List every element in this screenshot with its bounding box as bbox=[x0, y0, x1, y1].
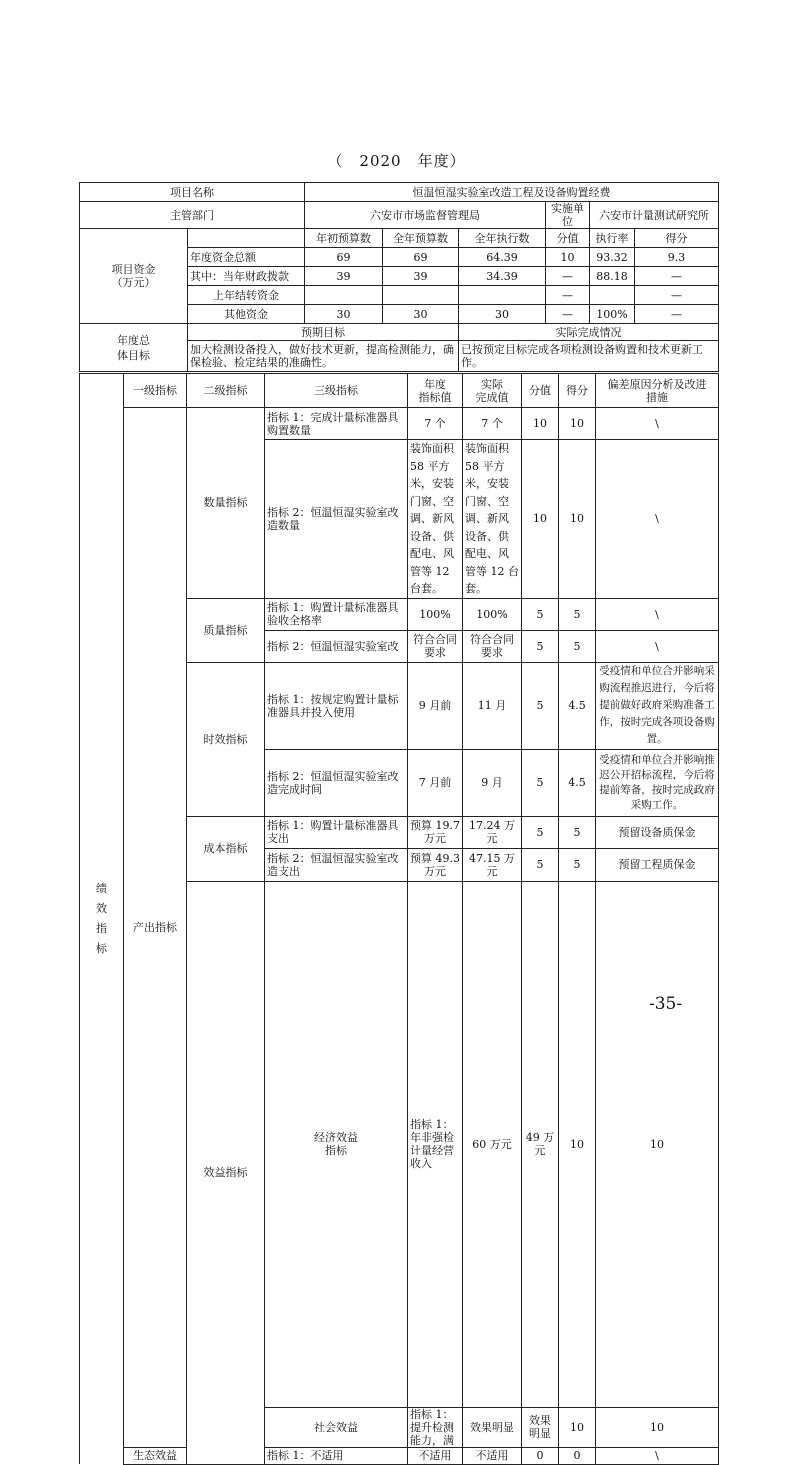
score-max: 5 bbox=[522, 598, 559, 630]
dept: 六安市市场监督管理局 bbox=[305, 202, 546, 229]
funds-row-name: 年度资金总额 bbox=[188, 248, 305, 267]
score: 10 bbox=[596, 1407, 719, 1447]
funds-cell: — bbox=[546, 286, 590, 305]
group-ecological: 生态效益 bbox=[124, 1447, 187, 1464]
funds-cell: 69 bbox=[383, 248, 459, 267]
note: \ bbox=[596, 1447, 719, 1464]
funds-header: 分值 bbox=[546, 229, 590, 248]
indicator: 指标 1：按规定购置计量标准器具并投入使用 bbox=[265, 662, 408, 749]
score: 4.5 bbox=[559, 749, 596, 816]
group-social: 社会效益 bbox=[265, 1407, 408, 1447]
perf-header: 年度 指标值 bbox=[408, 374, 463, 408]
perf-side-label-text: 绩效指标 bbox=[96, 882, 107, 955]
note: 预留工程质保金 bbox=[596, 848, 719, 881]
target: 7 个 bbox=[408, 408, 463, 440]
funds-header-blank bbox=[188, 229, 305, 248]
group-quality: 质量指标 bbox=[187, 598, 265, 662]
target: 7 月前 bbox=[408, 749, 463, 816]
perf-header: 一级指标 bbox=[124, 374, 187, 408]
actual: 49 万元 bbox=[522, 881, 559, 1407]
actual: 9 月 bbox=[463, 749, 522, 816]
score: 10 bbox=[596, 881, 719, 1407]
note: \ bbox=[596, 630, 719, 662]
group-timeliness: 时效指标 bbox=[187, 662, 265, 816]
score-max: 10 bbox=[559, 881, 596, 1407]
perf-header: 实际 完成值 bbox=[463, 374, 522, 408]
perf-header: 三级指标 bbox=[265, 374, 408, 408]
goals-expected-label: 预期目标 bbox=[188, 324, 459, 341]
funds-header: 全年预算数 bbox=[383, 229, 459, 248]
indicator: 指标 2：恒温恒湿实验室改造完成时间 bbox=[265, 749, 408, 816]
funds-cell: 39 bbox=[305, 267, 383, 286]
target: 符合合同要求 bbox=[408, 630, 463, 662]
funds-row-name: 上年结转资金 bbox=[188, 286, 305, 305]
indicator: 指标 2：恒温恒湿实验室改造数量 bbox=[265, 440, 408, 599]
funds-cell: 69 bbox=[305, 248, 383, 267]
goals-label-text: 年度总体目标 bbox=[117, 333, 150, 362]
project-name-label: 项目名称 bbox=[80, 183, 305, 202]
note: 受疫情和单位合并影响采购流程推迟进行，今后将提前做好政府采购准备工作，按时完成各项设备购置。 bbox=[596, 662, 719, 749]
score-max: 0 bbox=[522, 1447, 559, 1464]
perf-header: 分值 bbox=[522, 374, 559, 408]
group-cost: 成本指标 bbox=[187, 816, 265, 881]
indicator: 指标 1：年非强检计量经营收入 bbox=[408, 881, 463, 1407]
score-max: 5 bbox=[522, 816, 559, 848]
funds-label: 项目资金 （万元） bbox=[80, 229, 188, 324]
indicator: 指标 1：购置计量标准器具支出 bbox=[265, 816, 408, 848]
actual: 100% bbox=[463, 598, 522, 630]
score-max: 10 bbox=[522, 440, 559, 599]
dept-label: 主管部门 bbox=[80, 202, 305, 229]
target: 效果明显 bbox=[463, 1407, 522, 1447]
funds-cell: 34.39 bbox=[459, 267, 546, 286]
funds-cell: — bbox=[546, 305, 590, 324]
actual: 11 月 bbox=[463, 662, 522, 749]
score: 5 bbox=[559, 630, 596, 662]
score-max: 5 bbox=[522, 848, 559, 881]
impl-label: 实施单位 bbox=[546, 202, 590, 229]
year-label: （ 2020 年度） bbox=[327, 152, 466, 170]
funds-cell: 30 bbox=[305, 305, 383, 324]
actual: 不适用 bbox=[463, 1447, 522, 1464]
funds-header: 年初预算数 bbox=[305, 229, 383, 248]
funds-row-name: 其他资金 bbox=[188, 305, 305, 324]
funds-cell: — bbox=[635, 267, 719, 286]
perf-header: 偏差原因分析及改进 措施 bbox=[596, 374, 719, 408]
performance-table bbox=[79, 373, 719, 1465]
goals-actual-label: 实际完成情况 bbox=[459, 324, 719, 341]
score: 10 bbox=[559, 440, 596, 599]
funds-cell: 10 bbox=[546, 248, 590, 267]
funds-cell: 93.32 bbox=[590, 248, 635, 267]
indicator: 指标 1：不适用 bbox=[265, 1447, 408, 1464]
impl: 六安市计量测试研究所 bbox=[590, 202, 719, 229]
score-max: 5 bbox=[522, 662, 559, 749]
actual: 效果明显 bbox=[522, 1407, 559, 1447]
target: 100% bbox=[408, 598, 463, 630]
note: \ bbox=[596, 440, 719, 599]
score: 5 bbox=[559, 848, 596, 881]
note: \ bbox=[596, 408, 719, 440]
indicator: 指标 1：购置计量标准器具验收全格率 bbox=[265, 598, 408, 630]
funds-cell: — bbox=[546, 267, 590, 286]
indicator: 指标 1：完成计量标准器具购置数量 bbox=[265, 408, 408, 440]
funds-cell: 9.3 bbox=[635, 248, 719, 267]
goals-actual: 已按预定目标完成各项检测设备购置和技术更新工作。 bbox=[459, 341, 719, 372]
funds-cell bbox=[590, 286, 635, 305]
target: 9 月前 bbox=[408, 662, 463, 749]
note: \ bbox=[596, 598, 719, 630]
actual: 符合合同要求 bbox=[463, 630, 522, 662]
score: 0 bbox=[559, 1447, 596, 1464]
funds-cell bbox=[459, 286, 546, 305]
funds-cell bbox=[383, 286, 459, 305]
indicator: 指标 1：提升检测能力，满 bbox=[408, 1407, 463, 1447]
actual: 47.15 万元 bbox=[463, 848, 522, 881]
score: 4.5 bbox=[559, 662, 596, 749]
funds-header: 全年执行数 bbox=[459, 229, 546, 248]
score-max: 10 bbox=[522, 408, 559, 440]
funds-cell: 64.39 bbox=[459, 248, 546, 267]
benefit-label: 效益指标 bbox=[187, 881, 265, 1464]
funds-cell: 100% bbox=[590, 305, 635, 324]
note: 预留设备质保金 bbox=[596, 816, 719, 848]
perf-header: 二级指标 bbox=[187, 374, 265, 408]
score: 5 bbox=[559, 598, 596, 630]
output-label: 产出指标 bbox=[124, 408, 187, 1448]
target: 不适用 bbox=[408, 1447, 463, 1464]
perf-side-label bbox=[80, 374, 124, 1465]
score-max: 5 bbox=[522, 630, 559, 662]
group-quantity: 数量指标 bbox=[187, 408, 265, 599]
goals-expected: 加大检测设备投入，做好技术更新，提高检测能力，确保检验、检定结果的准确性。 bbox=[188, 341, 459, 372]
target: 60 万元 bbox=[463, 881, 522, 1407]
score-max: 10 bbox=[559, 1407, 596, 1447]
actual: 7 个 bbox=[463, 408, 522, 440]
funds-cell: 30 bbox=[383, 305, 459, 324]
indicator: 指标 2：恒温恒湿实验室改 bbox=[265, 630, 408, 662]
target: 装饰面积 58 平方米，安装门窗、空调、新风设备、供配电、风管等 12 台套。 bbox=[408, 440, 463, 599]
summary-table bbox=[79, 182, 719, 372]
score: 5 bbox=[559, 816, 596, 848]
score-max: 5 bbox=[522, 749, 559, 816]
funds-cell: 88.18 bbox=[590, 267, 635, 286]
funds-header: 得分 bbox=[635, 229, 719, 248]
target: 预算 49.3 万元 bbox=[408, 848, 463, 881]
score: 10 bbox=[559, 408, 596, 440]
funds-cell: — bbox=[635, 305, 719, 324]
funds-cell: — bbox=[635, 286, 719, 305]
note: 受疫情和单位合并影响推迟公开招标流程，今后将提前筹备，按时完成政府采购工作。 bbox=[596, 749, 719, 816]
project-name: 恒温恒湿实验室改造工程及设备购置经费 bbox=[305, 183, 719, 202]
goals-label bbox=[80, 324, 188, 372]
funds-header: 执行率 bbox=[590, 229, 635, 248]
funds-cell: 39 bbox=[383, 267, 459, 286]
actual: 装饰面积 58 平方米，安装门窗、空调、新风设备、供配电、风管等 12 台套。 bbox=[463, 440, 522, 599]
funds-cell bbox=[305, 286, 383, 305]
group-economic: 经济效益 指标 bbox=[265, 881, 408, 1407]
indicator: 指标 2：恒温恒湿实验室改造支出 bbox=[265, 848, 408, 881]
funds-row-name: 其中：当年财政拨款 bbox=[188, 267, 305, 286]
actual: 17.24 万元 bbox=[463, 816, 522, 848]
funds-cell: 30 bbox=[459, 305, 546, 324]
page-number: -35- bbox=[649, 994, 683, 1014]
target: 预算 19.7 万元 bbox=[408, 816, 463, 848]
perf-header: 得分 bbox=[559, 374, 596, 408]
